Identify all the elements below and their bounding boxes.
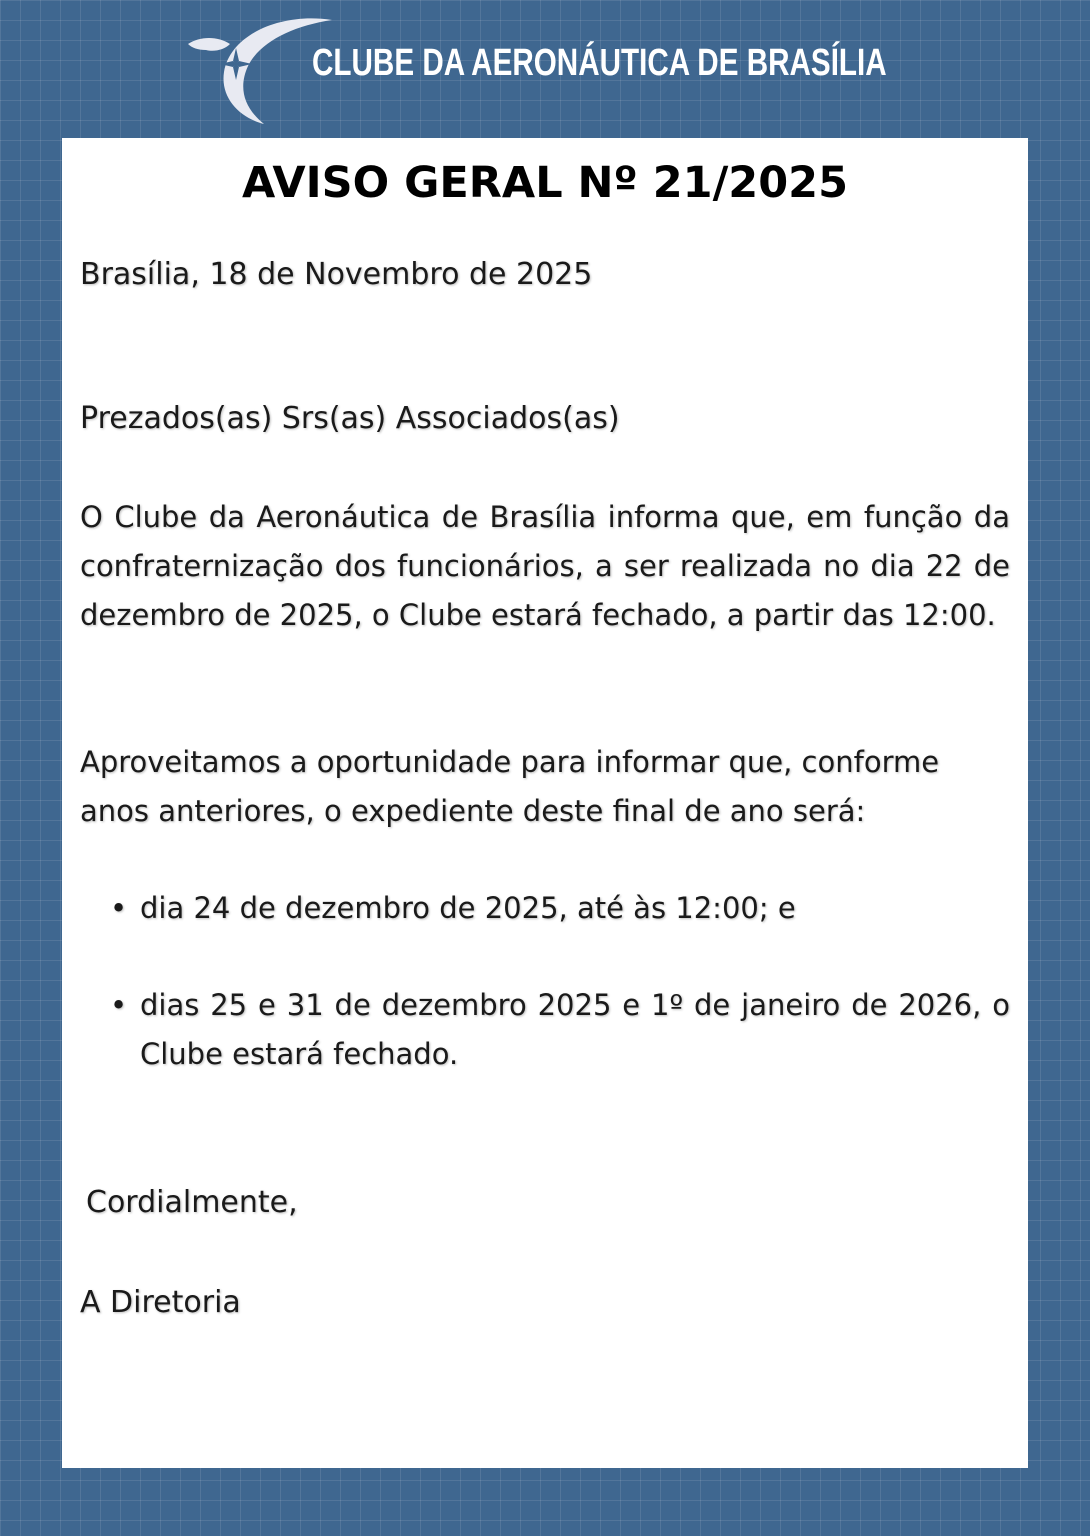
paragraph-year-end-hours: Aproveitamos a oportunidade para informar que, conforme anos anteriores, o expediente deste final de ano será:	[80, 745, 940, 828]
place-date: Brasília, 18 de Novembro de 2025	[80, 257, 593, 292]
bullet-icon: •	[110, 891, 128, 925]
club-header	[0, 0, 1090, 138]
notice-card	[62, 138, 1028, 1468]
club-name: CLUBE DA AERONÁUTICA DE BRASÍLIA	[312, 42, 887, 84]
list-item-text: dia 24 de dezembro de 2025, até às 12:00; e	[140, 891, 796, 925]
closing: Cordialmente,	[86, 1185, 298, 1220]
list-item-text: dias 25 e 31 de dezembro 2025 e 1º de janeiro de 2026, o Clube estará fechado.	[140, 988, 1010, 1071]
greeting: Prezados(as) Srs(as) Associados(as)	[80, 401, 620, 436]
paragraph-closure-notice: O Clube da Aeronáutica de Brasília informa que, em função da confraternização dos funcionários, a ser realizada no dia 22 de dezembro de 2025, o Clube estará fechado, a partir das 12:00.	[80, 500, 1010, 632]
list-item	[110, 981, 1010, 1079]
list-item	[110, 884, 1010, 933]
notice-title: AVISO GERAL Nº 21/2025	[242, 158, 848, 208]
signature: A Diretoria	[80, 1285, 241, 1320]
bullet-icon: •	[110, 988, 128, 1022]
schedule-list	[110, 884, 1010, 1079]
